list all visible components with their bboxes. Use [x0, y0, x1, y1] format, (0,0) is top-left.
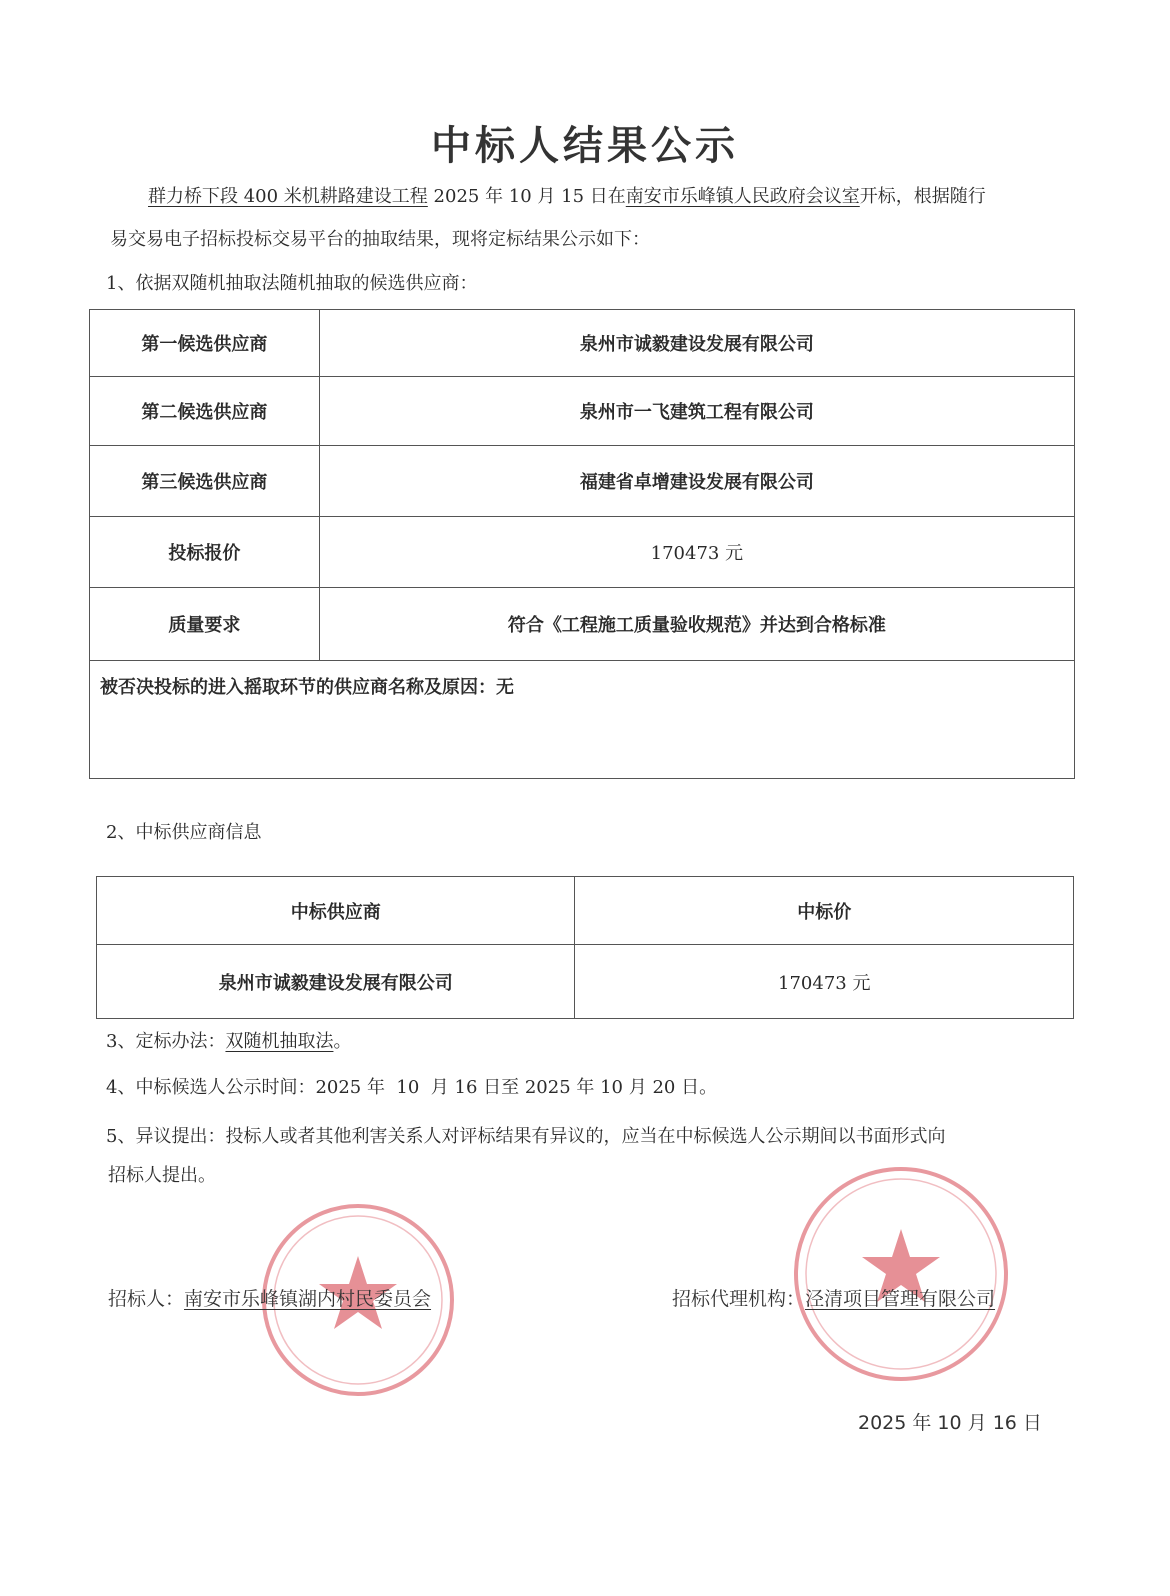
row-value: 福建省卓增建设发展有限公司	[319, 446, 1074, 517]
table-row	[90, 661, 1075, 779]
rejected-note: 被否决投标的进入摇取环节的供应商名称及原因：无	[90, 661, 1075, 779]
row-value: 泉州市诚毅建设发展有限公司	[319, 310, 1074, 377]
venue: 南安市乐峰镇人民政府会议室	[625, 186, 860, 207]
table-header-row	[97, 877, 1074, 945]
winner-price: 170473 元	[575, 945, 1074, 1019]
row-label: 第二候选供应商	[90, 377, 320, 446]
section1-heading: 1、依据双随机抽取法随机抽取的候选供应商：	[106, 273, 478, 294]
section4: 4、中标候选人公示时间：2025 年 10 月 16 日至 2025 年 10 月 20 日。	[106, 1077, 718, 1098]
table-row	[90, 588, 1075, 661]
section5-line1: 5、异议提出：投标人或者其他利害关系人对评标结果有异议的，应当在中标候选人公示期间以书面形式向	[106, 1126, 946, 1147]
agency-signature	[672, 1284, 995, 1311]
row-value: 170473 元	[319, 517, 1074, 588]
section3-prefix: 3、定标办法：	[106, 1031, 226, 1052]
project-name: 群力桥下段 400 米机耕路建设工程	[148, 186, 428, 207]
intro-tail: 开标，根据随行	[859, 186, 986, 207]
page-title: 中标人结果公示	[431, 123, 739, 169]
row-value: 泉州市一飞建筑工程有限公司	[319, 377, 1074, 446]
row-label: 投标报价	[90, 517, 320, 588]
row-label: 质量要求	[90, 588, 320, 661]
tenderer-name: 南安市乐峰镇湖内村民委员会	[184, 1288, 432, 1310]
award-method: 双随机抽取法	[225, 1031, 334, 1052]
star-icon	[798, 1171, 1004, 1377]
winner-supplier: 泉州市诚毅建设发展有限公司	[97, 945, 575, 1019]
section3-suffix: 。	[333, 1031, 352, 1052]
table-row	[97, 945, 1074, 1019]
row-label: 第三候选供应商	[90, 446, 320, 517]
section3	[106, 1031, 351, 1053]
section2-heading: 2、中标供应商信息	[106, 822, 262, 843]
intro-line-1	[148, 186, 986, 208]
agency-label: 招标代理机构：	[672, 1288, 806, 1310]
signature-date: 2025 年 10 月 16 日	[858, 1412, 1042, 1434]
intro-date-text: 2025 年 10 月 15 日在	[427, 186, 626, 207]
candidates-table	[89, 309, 1075, 779]
agency-name: 泾清项目管理有限公司	[805, 1288, 996, 1310]
header-supplier: 中标供应商	[97, 877, 575, 945]
table-row	[90, 310, 1075, 377]
row-value: 符合《工程施工质量验收规范》并达到合格标准	[319, 588, 1074, 661]
tenderer-signature	[108, 1284, 445, 1311]
tenderer-label: 招标人：	[108, 1288, 185, 1310]
row-label: 第一候选供应商	[90, 310, 320, 377]
table-row	[90, 446, 1075, 517]
header-price: 中标价	[575, 877, 1074, 945]
table-row	[90, 377, 1075, 446]
section5-line2: 招标人提出。	[108, 1165, 216, 1186]
winner-table	[96, 876, 1074, 1019]
intro-line-2: 易交易电子招标投标交易平台的抽取结果，现将定标结果公示如下：	[110, 229, 650, 250]
agency-seal	[794, 1167, 1008, 1381]
table-row	[90, 517, 1075, 588]
